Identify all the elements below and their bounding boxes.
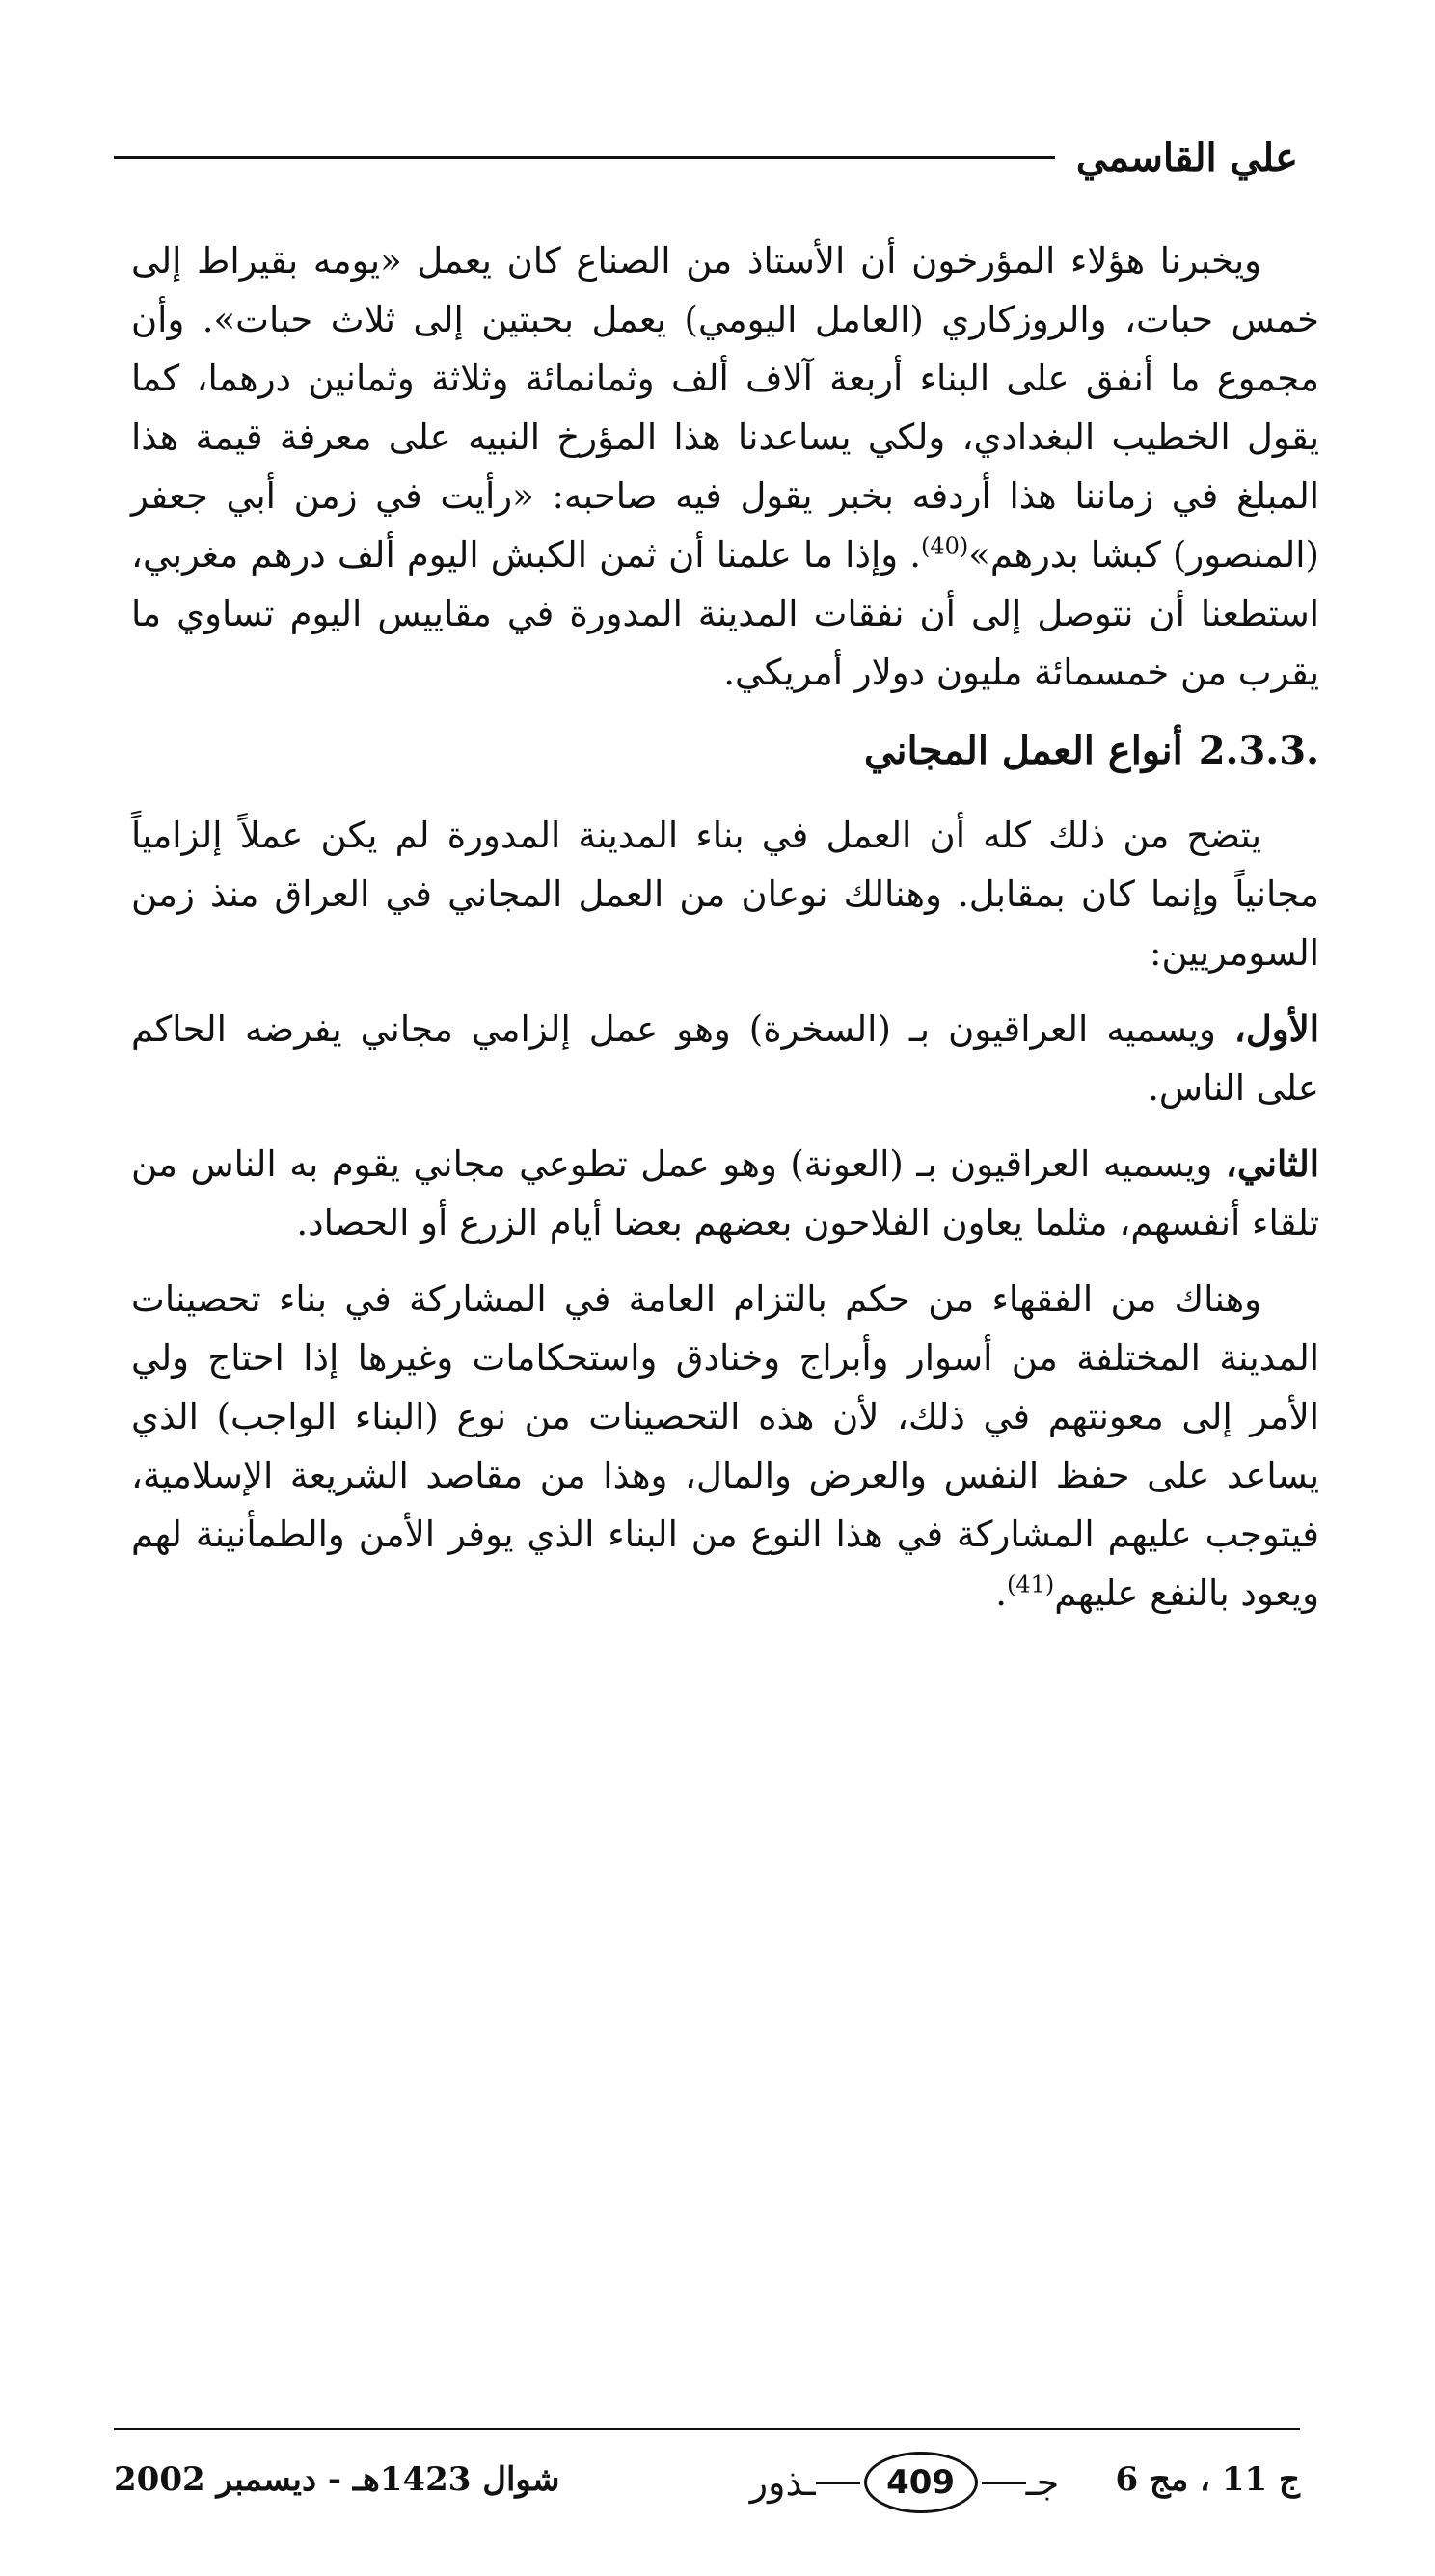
- page-footer: [114, 2449, 1300, 2516]
- section-heading: [131, 719, 1319, 783]
- journal-kashida-right: [982, 2482, 1026, 2484]
- paragraph-5: [131, 1270, 1319, 1623]
- header-author: علي القاسمي: [1075, 135, 1298, 180]
- paragraph-1-text: ويخبرنا هؤلاء المؤرخون أن الأستاذ من الصناع كان يعمل «يومه بقيراط إلى خمس حبات، والروزكاري (العامل اليومي) يعمل بحبتين إلى ثلاث حبات». وأن مجموع ما أنفق على البناء أربعة آلاف ألف وثمانمائة وثلاثة وثمانين درهما، كما يقول الخطيب البغدادي، ولكي يساعدنا هذا المؤرخ النبيه على معرفة قيمة هذا المبلغ في زماننا هذا أردفه بخبر يقول فيه صاحبه: «رأيت في زمن أبي جعفر (المنصور) كبشا بدرهم»: [131, 240, 1319, 576]
- body-text: [131, 231, 1319, 1623]
- paragraph-3-text: ويسميه العراقيون بـ (السخرة) وهو عمل إلزامي مجاني يفرضه الحاكم على الناس.: [131, 1008, 1319, 1109]
- footnote-ref-41: (41): [1006, 1570, 1055, 1598]
- footnote-ref-40: (40): [920, 532, 969, 560]
- paragraph-4: [131, 1135, 1319, 1252]
- paragraph-5-text: وهناك من الفقهاء من حكم بالتزام العامة في المشاركة في بناء تحصينات المدينة المختلفة من أسوار وأبراج وخنادق واستحكامات وغيرها إذا احتاج ولي الأمر إلى معونتهم في ذلك، لأن هذه التحصينات من نوع (البناء الواجب) الذي يساعد على حفظ النفس والعرض والمال، وهذا من مقاصد الشريعة الإسلامية، فيتوجب عليهم المشاركة في هذا النوع من البناء الذي يوفر الأمن والطمأنينة لهم ويعود بالنفع عليهم: [131, 1278, 1319, 1614]
- journal-kashida-left: [816, 2482, 860, 2484]
- paragraph-1-text-continued: . وإذا ما علمنا أن ثمن الكبش اليوم ألف درهم مغربي، استطعنا أن نتوصل إلى أن نفقات المدينة المدورة في مقاييس اليوم تساوي ما يقرب من خمسمائة مليون دولار أمريكي.: [131, 534, 1319, 693]
- paragraph-3-lead: الأول،: [1233, 1007, 1319, 1050]
- section-title: أنواع العمل المجاني: [864, 728, 1183, 773]
- running-header: [114, 135, 1298, 180]
- paragraph-3: [131, 1000, 1319, 1117]
- header-rule: [114, 156, 1055, 159]
- paragraph-1: [131, 231, 1319, 702]
- journal-name-left: ـذور: [749, 2461, 816, 2504]
- footer-date: شوال 1423هـ - ديسمبر 2002: [114, 2460, 560, 2499]
- page-number: 409: [864, 2452, 978, 2513]
- paragraph-2: يتضح من ذلك كله أن العمل في بناء المدينة المدورة لم يكن عملاً إلزامياً مجانياً وإنما كان بمقابل. وهنالك نوعان من العمل المجاني في العراق منذ زمن السومريين:: [131, 815, 1319, 974]
- paragraph-5-end: .: [995, 1572, 1007, 1614]
- journal-name-right: جـ: [1025, 2461, 1060, 2504]
- paragraph-4-lead: الثاني،: [1225, 1142, 1319, 1185]
- footer-volume: ج 11 ، مج 6: [1115, 2460, 1300, 2499]
- section-number: 2.3.3.: [1198, 728, 1319, 773]
- paragraph-4-text: ويسميه العراقيون بـ (العونة) وهو عمل تطوعي مجاني يقوم به الناس من تلقاء أنفسهم، مثلما يعاون الفلاحون بعضهم بعضا أيام الزرع أو الحصاد.: [131, 1143, 1319, 1244]
- footer-rule: [114, 2428, 1300, 2430]
- footer-journal-logo: [654, 2449, 1155, 2516]
